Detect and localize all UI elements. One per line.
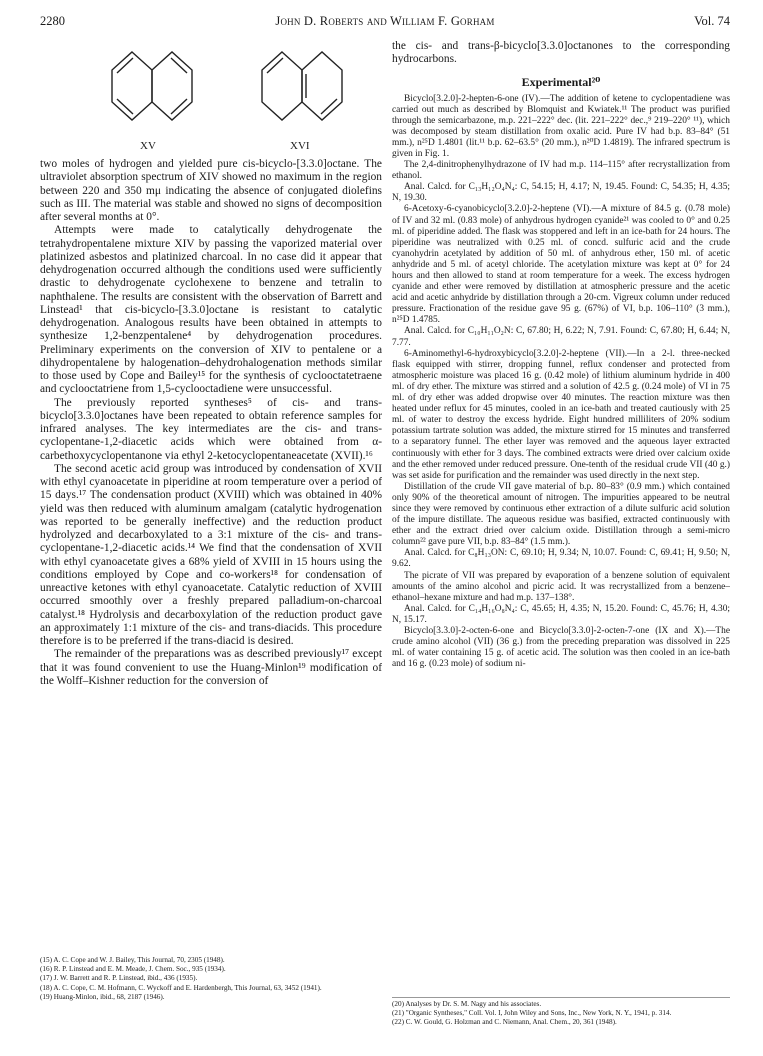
volume-label: Vol. 74 [694, 14, 730, 28]
paragraph: The picrate of VII was prepared by evaporation of a benzene solution of equivalent amounts of the amino alcohol and picric acid. It was recrystallized from a benzene–ethanol–hexane mixture and had m.p. 137–138°. [392, 570, 730, 603]
paragraph: Distillation of the crude VII gave material of b.p. 80–83° (0.9 mm.) which contained only 90% of the theoretical amount of nitrogen. The impurities appeared to be neutral since they were removed by continuous ether extraction of a dilute sulfuric acid solution of the impure distillate. The aqueous residue was basified, extracted continuously with ether and the extract dried over calcium oxide. Distillation through a semi-micro column²² gave pure VII, b.p. 83–84° (1.5 mm.). [392, 481, 730, 548]
continued-text: the cis- and trans-β-bicyclo[3.3.0]octanones to the corresponding hydrocarbons. [392, 40, 730, 66]
paragraph: Anal. Calcd. for C₁₃H₁₂O₄N₄: C, 54.15; H, 4.17; N, 19.45. Found: C, 54.35; H, 4.35; N, 19.30. [392, 182, 730, 204]
paragraph: 6-Aminomethyl-6-hydroxybicyclo[3.2.0]-2-heptene (VII).—In a 2-l. three-necked flask equipped with stirrer, dropping funnel, reflux condenser and protected from atmospheric moisture was placed 16 g. (0.42 mole) of lithium aluminum hydride in 400 ml. of dry ether. The mixture was stirred and a solution of 42.5 g. (0.24 mole) of VI in 75 ml. of dry ether was added dropwise over 40 minutes. The reaction mixture was then heated under reflux for 45 minutes, cooled in an ice-bath and treated cautiously with 25 ml. of water to destroy the excess hydride. Eight hundred milliliters of 20% sodium potassium tartrate solution was added, the mixture stirred for 15 minutes and transferred to a separatory funnel. The ether layer was removed and the aqueous layer extracted continuously with ether for 3 days. The combined extracts were dried over calcium oxide and the ether removed under reduced pressure. One-tenth of the residual crude VII (40 g.) was set aside for purification and the remainder was used directly in the next step. [392, 348, 730, 481]
footnote-rule [392, 997, 730, 998]
paragraph: The previously reported syntheses⁵ of cis- and trans-bicyclo[3.3.0]octanes have been repeated to obtain reference samples for infrared analyses. The key intermediates are the cis- and trans-cyclopentane-1,2-diacetic acids which were obtained from α-carbethoxycyclopentanone via ethyl 2-ketocyclopentaneacetate (XVII).¹⁶ [40, 396, 382, 462]
section-heading-experimental: Experimental²⁰ [521, 74, 601, 89]
paragraph: The second acetic acid group was introduced by condensation of XVII with ethyl cyanoacetate in piperidine at room temperature over a period of 15 days.¹⁷ The condensation product (XVIII) which was obtained in 40% yield was then reduced with aluminum amalgam (catalytic hydrogenation was reported to be generally ineffective) and the reduction product hydrolyzed and decarboxylated to a 3:1 mixture of the cis- and trans-cyclopentane-1,2-diacetic acids.¹⁴ We find that the condensation of XVII with ethyl cyanoacetate gives a 68% yield of XVIII in 15 hours using the conditions employed by Cope and co-workers¹⁸ for condensation of unreactive ketones with ethyl cyanoacetate. Catalytic reduction of XVIII occurred smoothly over a freshly prepared palladium-on-charcoal catalyst.¹⁸ Hydrolysis and decarboxylation of the reduction product gave an approximately 1:1 mixture of the cis- and trans-diacids. This procedure therefore is to be preferred if the trans-diacid is desired. [40, 462, 382, 647]
structure-label-xv: XV [140, 140, 156, 152]
left-column [40, 40, 382, 688]
footnote: (17) J. W. Barrett and R. P. Linstead, ibid., 436 (1935). [40, 974, 198, 983]
page-header [40, 14, 730, 30]
footnote: (22) C. W. Gould, G. Holzman and C. Niemann, Anal. Chem., 20, 361 (1948). [392, 1018, 617, 1027]
paragraph: Bicyclo[3.3.0]-2-octen-6-one and Bicyclo[3.3.0]-2-octen-7-one (IX and X).—The crude amino alcohol (VII) (36 g.) from the preceding preparation was dissolved in 225 ml. of water containing 15 g. of acetic acid. The solution was then cooled in an ice-bath and 16 g. (0.23 mole) of sodium ni- [392, 626, 730, 670]
right-column [392, 40, 730, 670]
paragraph: Anal. Calcd. for C₁₀H₁₁O₂N: C, 67.80; H, 6.22; N, 7.91. Found: C, 67.80; H, 6.44; N, 7.77. [392, 326, 730, 348]
paragraph: two moles of hydrogen and yielded pure cis-bicyclo-[3.3.0]octane. The ultraviolet absorption spectrum of XIV showed no maximum in the region between 220 and 350 mμ indicating the absence of conjugated diolefins such as III. The material was stable and showed no signs of decomposition after several months at 0°. [40, 158, 382, 223]
paragraph: Anal. Calcd. for C₁₄H₁₆O₈N₄: C, 45.65; H, 4.35; N, 15.20. Found: C, 45.76; H, 4.30; N, 15.17. [392, 603, 730, 625]
paragraph: The 2,4-dinitrophenylhydrazone of IV had m.p. 114–115° after recrystallization from ethanol. [392, 160, 730, 182]
structure-figures [40, 40, 382, 158]
right-footnotes [392, 994, 730, 1028]
footnote: (20) Analyses by Dr. S. M. Nagy and his associates. [392, 1000, 542, 1008]
paragraph: Attempts were made to catalytically dehydrogenate the tetrahydropentalene mixture XIV by passing the vaporized material over platinized asbestos and platinized charcoal. In no case did it appear that dehydrogenation occurred although the conditions used were sufficiently drastic to dehydrogenate cyclohexene to benzene and tetralin to naphthalene. The results are consistent with the observation of Barrett and Linstead¹ that cis-bicyclo-[3.3.0]octane is resistant to catalytic dehydrogenation. Analogous results have been obtained in attempts to synthesize 1,2-benzpentalene⁴ by dehydrogenation procedures. Preliminary experiments on the conversion of XIV to pentalene or a dihydropentalene by halogenation–dehydrohalogenation methods similar to those used by Cope and Bailey¹⁵ for the synthesis of cyclooctatetraene and cyclooctatriene from 1,5-cyclooctadiene were unsuccessful. [40, 224, 382, 396]
footnote: (15) A. C. Cope and W. J. Bailey, This Journal, 70, 2305 (1948). [40, 956, 225, 964]
left-body-text [40, 158, 382, 688]
page-number: 2280 [40, 14, 65, 28]
structure-xvi-drawing [250, 40, 360, 135]
footnote: (19) Huang-Minlon, ibid., 68, 2187 (1946). [40, 992, 165, 1001]
footnote: (21) "Organic Syntheses," Coll. Vol. I, John Wiley and Sons, Inc., New York, N. Y., 1941, p. 314. [392, 1009, 672, 1018]
footnote: (18) A. C. Cope, C. M. Hofmann, C. Wyckoff and E. Hardenbergh, This Journal, 63, 3452 (1941). [40, 983, 322, 992]
paragraph: 6-Acetoxy-6-cyanobicyclo[3.2.0]-2-heptene (VI).—A mixture of 84.5 g. (0.78 mole) of IV and 32 ml. (0.83 mole) of anhydrous hydrogen cyanide²¹ was cooled to 0° and 0.25 ml. of piperidine added. The flask was stoppered and left in an ice-bath for 24 hours. The piperidine was neutralized with 0.25 ml. of concd. sulfuric acid and the crude cyanohydrin acetylated by addition of 50 ml. of anhydrous ether, 150 ml. of acetic anhydride and 5 ml. of acetyl chloride. The acetylation mixture was kept at 0° for 24 hours and then allowed to stand at room temperature for a week. The excess hydrogen cyanide and ether were removed by distillation at atmospheric pressure and the acetic acid and acetic anhydride by distillation through a 20-cm. Vigreux column under reduced pressure. Fractionation of the residue gave 95 g. (67%) of VI, b.p. 106–110° (3 mm.), n²⁵D 1.4785. [392, 204, 730, 326]
paragraph: Anal. Calcd. for C₈H₁₃ON: C, 69.10; H, 9.34; N, 10.07. Found: C, 69.41; H, 9.50; N, 9.62. [392, 548, 730, 570]
footnote: (16) R. P. Linstead and E. M. Meade, J. Chem. Soc., 935 (1934). [40, 965, 226, 974]
left-footnotes [40, 956, 382, 1002]
paragraph: Bicyclo[3.2.0]-2-hepten-6-one (IV).—The addition of ketene to cyclopentadiene was carried out much as described by Blomquist and Kwiatek.¹¹ The product was purified through the semicarbazone, m.p. 221–222° dec. (lit. 221–222° dec.,⁹ 219–220° ¹¹), which was decomposed by steam distillation from oxalic acid. Pure IV had b.p. 83–84° (51 mm.), n²⁵D 1.4801 (lit.¹¹ b.p. 62–63.5° (20 mm.), n²⁰D 1.4819). The infrared spectrum is given in Fig. 1. [392, 93, 730, 159]
running-title: John D. Roberts and William F. Gorham [275, 14, 495, 28]
structure-xv-drawing [100, 40, 210, 135]
paragraph: The remainder of the preparations was as described previously¹⁷ except that it was found convenient to use the Huang-Minlon¹⁹ modification of the Wolff–Kishner reduction for the conversion of [40, 648, 382, 687]
right-body-text [392, 94, 730, 671]
structure-label-xvi: XVI [290, 140, 310, 152]
